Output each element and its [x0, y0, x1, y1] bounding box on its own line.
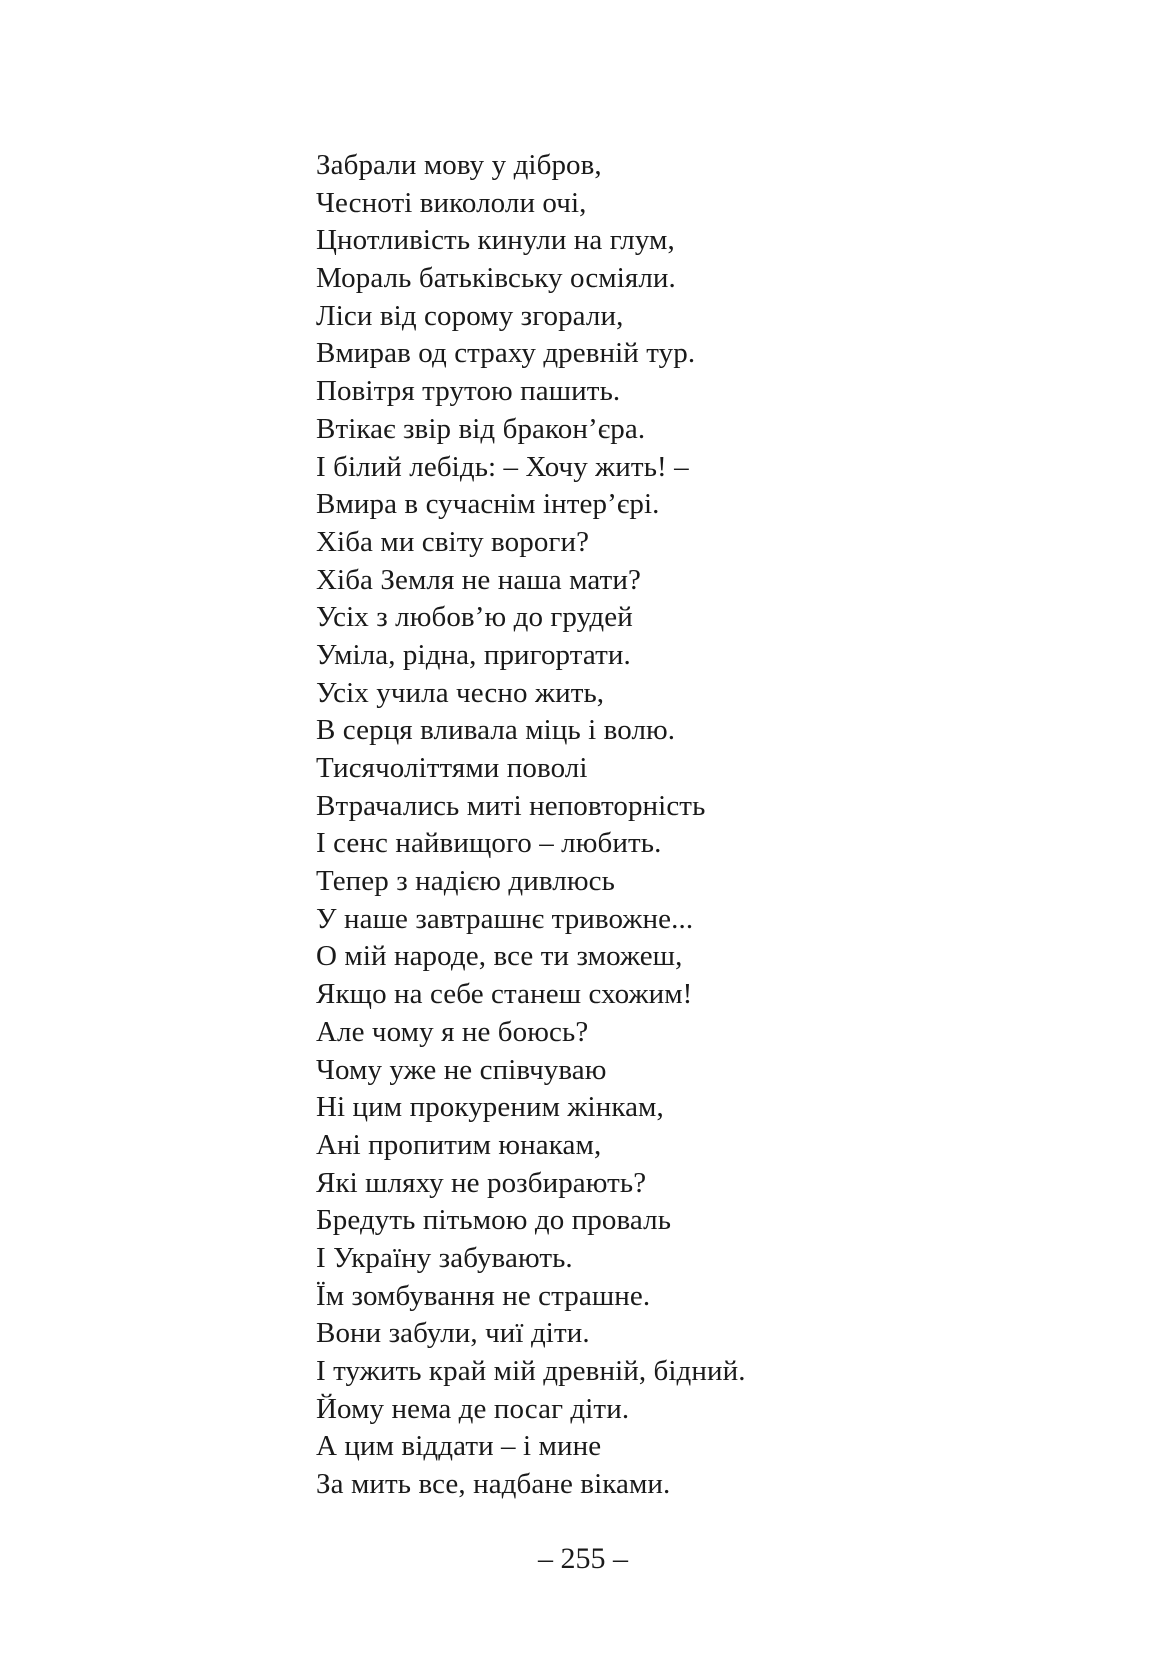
poem-line: Хіба ми світу вороги? — [316, 525, 590, 558]
poem-line: Вмирав од страху древній тур. — [316, 337, 696, 370]
poem-line: Тепер з надією дивлюсь — [316, 865, 615, 898]
poem-line: І тужить край мій древній, бідний. — [316, 1355, 746, 1387]
poem-line: У наше завтрашнє тривожне... — [316, 902, 694, 935]
poem-line: Цнотливість кинули на глум, — [316, 224, 675, 257]
poem-line: Хіба Земля не наша мати? — [316, 563, 641, 596]
poem-line: Вони забули, чиї діти. — [316, 1317, 590, 1350]
poem-line: Бредуть пітьмою до проваль — [316, 1204, 672, 1237]
page-number: – 255 – — [538, 1542, 628, 1575]
poem-text — [316, 147, 1076, 1504]
poem-line: І білий лебідь: – Хочу жить! – — [316, 450, 689, 483]
poem-line: Йому нема де посаг діти. — [316, 1392, 630, 1425]
poem-line: Тисячоліттями поволі — [316, 752, 588, 784]
poem-line: Ліси від сорому згорали, — [316, 299, 624, 332]
poem-line: Чесноті викололи очі, — [316, 186, 587, 219]
poem-line: Їм зомбування не страшне. — [316, 1279, 651, 1312]
poem-line: Але чому я не боюсь? — [316, 1015, 589, 1048]
poem-line: Якщо на себе станеш схожим! — [316, 978, 693, 1011]
poem-line: Забрали мову у дібров, — [316, 149, 602, 181]
poem-line: Вмира в сучаснім інтер’єрі. — [316, 488, 660, 521]
poem-line: Втікає звір від бракон’єра. — [316, 412, 646, 445]
poem-line: Чому уже не співчуваю — [316, 1053, 607, 1086]
poem-line: Уміла, рідна, пригортати. — [316, 638, 631, 671]
poem-line: Які шляху не розбирають? — [316, 1166, 647, 1199]
poem-line: Втрачались миті неповторність — [316, 789, 706, 822]
poem-line: Мораль батьківську осміяли. — [316, 262, 676, 295]
poem-line: Усіх учила чесно жить, — [316, 676, 605, 709]
poem-line: Повітря трутою пашить. — [316, 375, 621, 408]
poem-line: І Україну забувають. — [316, 1241, 573, 1274]
poem-line: Усіх з любов’ю до грудей — [316, 601, 633, 634]
poem-line: За мить все, надбане віками. — [316, 1468, 671, 1501]
poem-line: Ні цим прокуреним жінкам, — [316, 1091, 664, 1124]
poem-line: В серця вливала міць і волю. — [316, 714, 676, 747]
poem-line: Ані пропитим юнакам, — [316, 1128, 602, 1161]
poem-line: А цим віддати – і мине — [316, 1430, 602, 1463]
poem-line: І сенс найвищого – любить. — [316, 827, 662, 860]
poem-line: О мій народе, все ти зможеш, — [316, 940, 683, 973]
